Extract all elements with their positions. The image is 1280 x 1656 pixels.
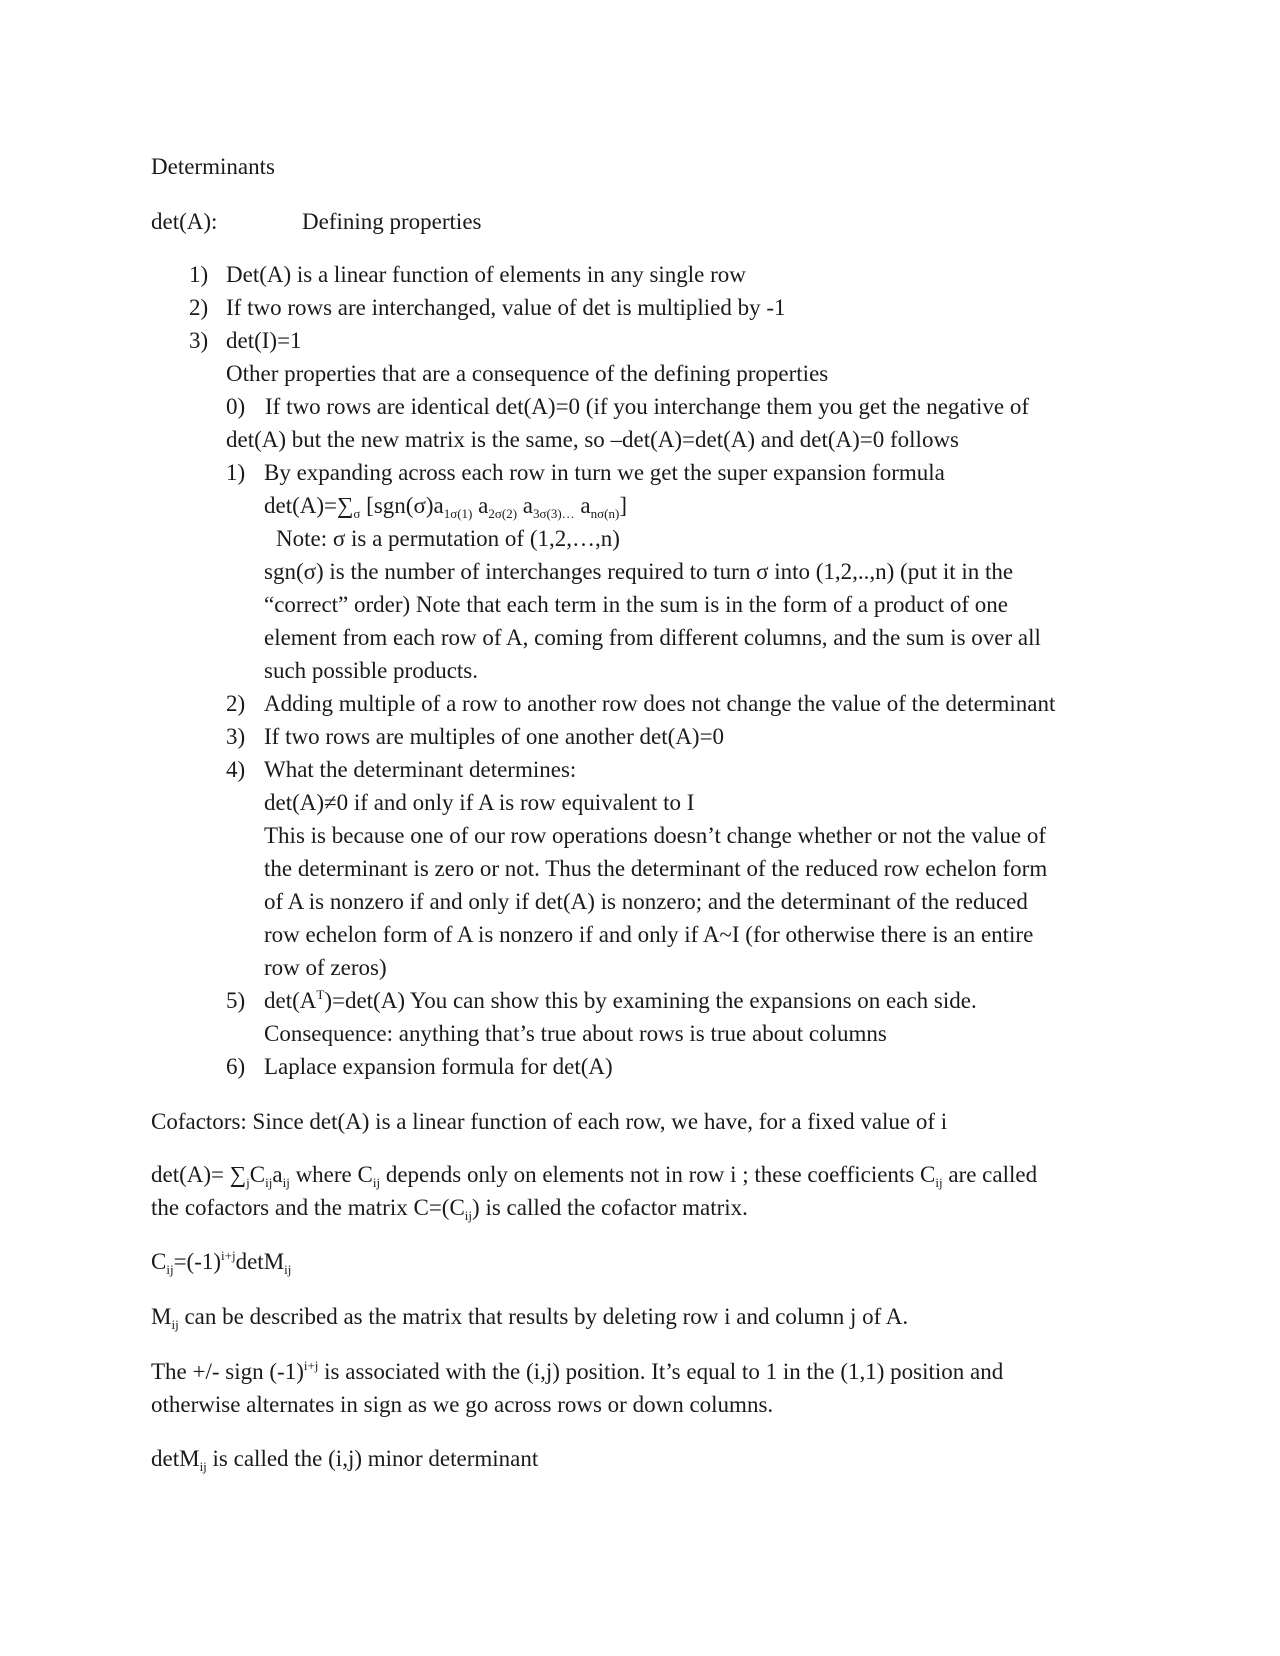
list-item: By expanding across each row in turn we get the super expansion formula xyxy=(264,460,945,485)
paragraph-line: of A is nonzero if and only if det(A) is nonzero; and the determinant of the reduced xyxy=(264,889,1028,914)
paragraph-line: element from each row of A, coming from different columns, and the sum is over all xyxy=(264,625,1041,650)
list-number: 5) xyxy=(226,988,246,1013)
paragraph-line: row echelon form of A is nonzero if and only if A~I (for otherwise there is an entire xyxy=(264,922,1034,947)
super-expansion-formula: $\det(A)=\sum_\sigma$ [$sgn(\sigma)a_{1\sigma(1)}$ $a_{2\sigma(2)}$ $a_{3\sigma(3)\dots}$ $a_{n\sigma(n)}$] xyxy=(264,493,627,521)
list-item: det(I)=1 xyxy=(226,328,302,353)
paragraph-line: otherwise alternates in sign as we go across rows or down columns. xyxy=(151,1392,774,1417)
minor-determinant: detM$_{ij}$ is called the (i,j) minor determinant xyxy=(151,1446,539,1474)
paragraph-line: sgn(σ) is the number of interchanges required to turn σ into (1,2,..,n) (put it in the xyxy=(264,559,1014,584)
list-number: 2) xyxy=(189,295,209,320)
cofactor-expansion: $\det(A)= \sum_jC_{ij}a_{ij}$ where $C_{ij}$ depends only on elements not in row i ; these coefficients $C_{ij}$ are called xyxy=(151,1162,1038,1190)
paragraph-line: Consequence: anything that’s true about rows is true about columns xyxy=(264,1021,887,1046)
list-item: Adding multiple of a row to another row does not change the value of the determinant xyxy=(264,691,1056,716)
page-title: Determinants xyxy=(151,154,275,179)
list-number: 1) xyxy=(189,262,209,287)
list-number: 6) xyxy=(226,1054,246,1079)
list-item: Det(A) is a linear function of elements in any single row xyxy=(226,262,746,287)
list-item-continuation: det(A) but the new matrix is the same, so –det(A)=det(A) and det(A)=0 follows xyxy=(226,427,960,452)
list-number: 3) xyxy=(189,328,209,353)
sign-description: The +/- sign $(-1)^{i+j}$ is associated with the (i,j) position. It’s equal to 1 in the (1,1) position and xyxy=(151,1358,1004,1384)
list-number: 2) xyxy=(226,691,246,716)
paragraph-line: row of zeros) xyxy=(264,955,387,980)
permutation-note: Note: σ is a permutation of (1,2,…,n) xyxy=(276,526,620,551)
minor-description: $M_{ij}$ can be described as the matrix that results by deleting row i and column j of A. xyxy=(151,1304,909,1332)
list-number: 4) xyxy=(226,757,246,782)
paragraph-line: This is because one of our row operations doesn’t change whether or not the value of xyxy=(264,823,1046,848)
paragraph-line: “correct” order) Note that each term in the sum is in the form of a product of one xyxy=(264,592,1009,617)
list-item: Laplace expansion formula for det(A) xyxy=(264,1054,613,1079)
det-label: det(A): xyxy=(151,209,218,234)
list-item: If two rows are interchanged, value of det is multiplied by -1 xyxy=(226,295,786,320)
list-number: 1) xyxy=(226,460,246,485)
defining-heading: Defining properties xyxy=(302,209,482,234)
list-item: If two rows are identical det(A)=0 (if you interchange them you get the negative of xyxy=(265,394,1030,419)
cofactor-formula: $C_{ij}=(-1)^{i+j}\det M_{ij}$ xyxy=(151,1248,292,1277)
paragraph-line: such possible products. xyxy=(264,658,479,683)
list-number: 0) xyxy=(226,394,246,419)
list-item: $\det(A^T)=\det(A)$ You can show this by examining the expansions on each side. xyxy=(264,987,977,1013)
cofactors-intro: Cofactors: Since det(A) is a linear function of each row, we have, for a fixed value of i xyxy=(151,1109,948,1134)
list-item: If two rows are multiples of one another det(A)=0 xyxy=(264,724,725,749)
paragraph-line: the cofactors and the matrix $C=(C_{ij})$ is called the cofactor matrix. xyxy=(151,1195,748,1223)
other-heading: Other properties that are a consequence of the defining properties xyxy=(226,361,829,386)
list-number: 3) xyxy=(226,724,246,749)
list-item: What the determinant determines: xyxy=(264,757,577,782)
paragraph-line: the determinant is zero or not. Thus the determinant of the reduced row echelon form xyxy=(264,856,1048,881)
paragraph-line: det(A)≠0 if and only if A is row equivalent to I xyxy=(264,790,695,815)
